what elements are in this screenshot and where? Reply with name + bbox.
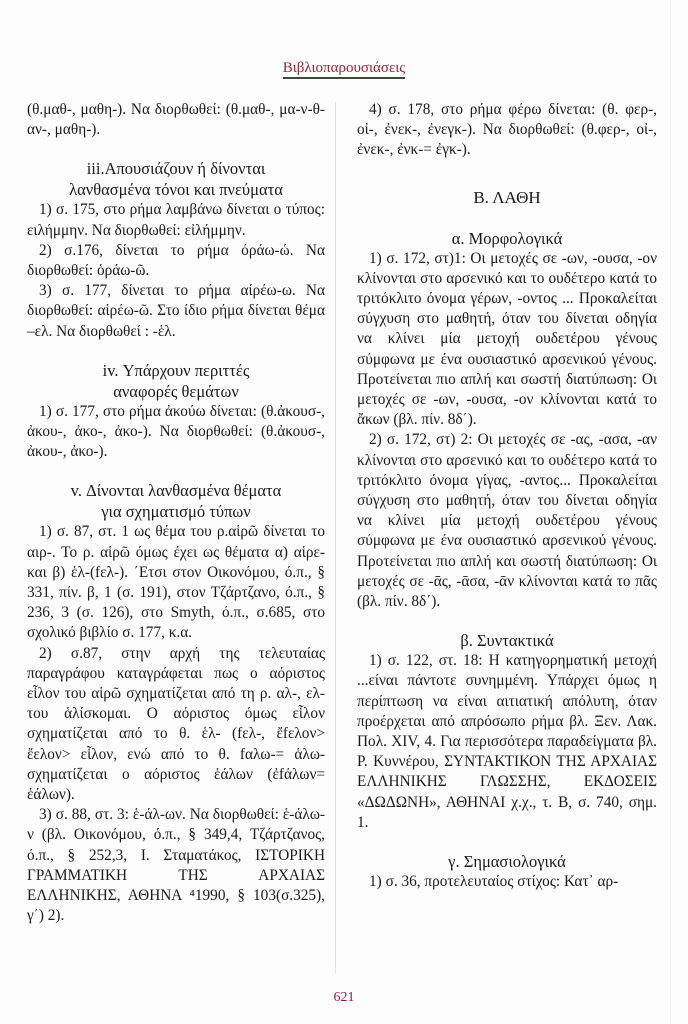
paragraph: 2) σ. 172, στ) 2: Οι μετοχές σε -ας, -ασα, -αν κλίνονται στο αρσενικό και το ουδέτερο κατά το τριτόκλιτο όνομα γίγας, -αντος... Προκαλείται σύγχυση στο μαθητή, όταν του δίνεται οδηγία να κλίνει μία μετοχή ουδετέρου γένους σύμφωνα με ένα ουσιαστικό αρσενικού γένους. Προτείνεται πιο απλή και σωστή διατύπωση: Οι μετοχές σε -ᾱς, -ᾱσα, -ᾱν κλίνονται κατά το πᾶς (βλ. πίν. 8δ΄). xyxy=(357,431,657,611)
paragraph: 1) σ. 175, στο ρήμα λαμβάνω δίνεται ο τύπος: ειλήμμην. Να διορθωθεί: εἰλήμμην. xyxy=(27,201,325,239)
section-heading-iv: iv. Υπάρχουν περιττές αναφορές θεμάτων xyxy=(102,360,250,401)
paragraph: 2) σ.87, στην αρχή της τελευταίας παραγράφου καταγράφεται πως ο αόριστος εἷλον του αἱρῶ σχηματίζεται από τη ρ. αλ-, ελ- του ἁλίσκομαι. Ο αόριστος όμως εἷλον σχηματίζεται από το θ. ἑλ- (fελ-, ἔfελον> ἔελον> εἷλον, ενώ από το θ. fαλω-= ἁλω- σχηματίζεται ο αόριστος ἑάλων (ἐfάλων= ἑάλων). xyxy=(27,644,325,804)
paragraph: 3) σ. 177, δίνεται το ρήμα αίρέω-ω. Να διορθωθεί: αἱρέω-ῶ. Στο ίδιο ρήμα δίνεται θέμα –ελ. Να διορθωθεί : -ἑλ. xyxy=(27,282,325,340)
page-edge xyxy=(670,0,671,1024)
left-column xyxy=(27,100,325,927)
page-number: 621 xyxy=(333,990,355,1005)
right-column xyxy=(357,100,657,892)
subsection-heading-alpha: α. Μορφολογικά xyxy=(451,228,563,248)
paragraph: 2) σ.176, δίνεται το ρήμα όράω-ώ. Να διορθωθεί: ὁράω-ῶ. xyxy=(27,241,325,280)
paragraph: (θ.μαθ-, μαθη-). Να διορθωθεί: (θ.μαθ-, μα-ν-θ-αν-, μαθη-). xyxy=(27,101,325,139)
paragraph: 4) σ. 178, στο ρήμα φέρω δίνεται: (θ. φερ-, οἰ-, ἐνεκ-, ἐνεγκ-). Να διορθωθεί: (θ.φερ-, οἰ-, ἐνεκ-, ἐνκ-= ἐγκ-). xyxy=(357,101,657,159)
paragraph: 1) σ. 122, στ. 18: Η κατηγορηματική μετοχή ...είναι πάντοτε συνημμένη. Υπάρχει όμως η περίπτωση να είναι αιτιατική απόλυτη, όταν προέρχεται από απρόσωπο ρήμα βλ. Ξεν. Λακ. Πολ. XIV, 4. Για περισσότερα παραδείγματα βλ. Ρ. Κυννέρου, ΣΥΝΤΑΚΤΙΚΟΝ ΤΗΣ ΑΡΧΑΙΑΣ ΕΛΛΗΝΙΚΗΣ ΓΛΩΣΣΗΣ, ΕΚΔΟΣΕΙΣ «ΔΩΔΩΝΗ», ΑΘΗΝΑΙ χ.χ., τ. Β, σ. 740, σημ. 1. xyxy=(357,652,657,831)
paragraph: 3) σ. 88, στ. 3: ἑ-άλ-ων. Να διορθωθεί: ἑ-άλω-ν (βλ. Οικονόμου, ό.π., § 349,4, Τζάρτζανος, ό.π., § 252,3, Ι. Σταματάκος, ΙΣΤΟΡΙΚΗ ΓΡΑΜΜΑΤΙΚΗ ΤΗΣ ΑΡΧΑΙΑΣ ΕΛΛΗΝΙΚΗΣ, ΑΘΗΝΑ ⁴1990, § 103(σ.325), γ΄) 2). xyxy=(27,806,325,925)
section-heading-b: Β. ΛΑΘΗ xyxy=(473,187,541,207)
paragraph: 1) σ. 87, στ. 1 ως θέμα του ρ.αἱρῶ δίνεται το αιρ-. Το ρ. αἱρῶ όμως έχει ως θέματα α) αἱρε- και β) ἑλ-(fελ-). ΄Ετσι στον Οικονόμου, ό.π., § 331, πίν. β, 1 (σ. 191), στον Τζάρτζανο, ό.π., § 236, 3 (σ. 126), στο Smyth, ό.π., σ.685, στο σχολικό βιβλίο σ. 177, κ.α. xyxy=(27,523,325,642)
running-title: Βιβλιοπαρουσιάσεις xyxy=(0,60,688,77)
paragraph: 1) σ. 177, στο ρήμα ἀκούω δίνεται: (θ.ἀκουσ-, ἀκου-, ἀκο-, ἀκο-). Να διορθωθεί: (θ.ἀκουσ-, ἀκου-, ἀκο-). xyxy=(27,402,325,461)
section-heading-v: v. Δίνονται λανθασμένα θέματα για σχηματισμό τύπων xyxy=(70,481,282,522)
subsection-heading-beta: β. Συντακτικά xyxy=(460,631,554,651)
paragraph: 1) σ. 172, στ)1: Οι μετοχές σε -ων, -ουσα, -ον κλίνονται στο αρσενικό και το ουδέτερο κατά το τριτόκλιτο όνομα γέρων, -οντος ... Προκαλείται σύγχυση στο μαθητή, όταν του δίνεται οδηγία να κλίνει μία μετοχή ουδετέρου γένους σύμφωνα με ένα ουσιαστικό αρσενικού γένους. Προτείνεται πιο απλή και σωστή διατύπωση: Οι μετοχές σε -ων, -ουσα, -ον κλίνονται κατά το ἄκων (βλ. πίν. 8δ΄). xyxy=(357,249,657,429)
section-heading-iii: iii.Απουσιάζουν ή δίνονται λανθασμένα τόνοι και πνεύματα xyxy=(69,159,283,200)
column-divider xyxy=(335,102,336,974)
paragraph: 1) σ. 36, προτελευταίος στίχος: Κατ᾽ αρ- xyxy=(369,873,619,891)
subsection-heading-gamma: γ. Σημασιολογικά xyxy=(448,852,566,872)
